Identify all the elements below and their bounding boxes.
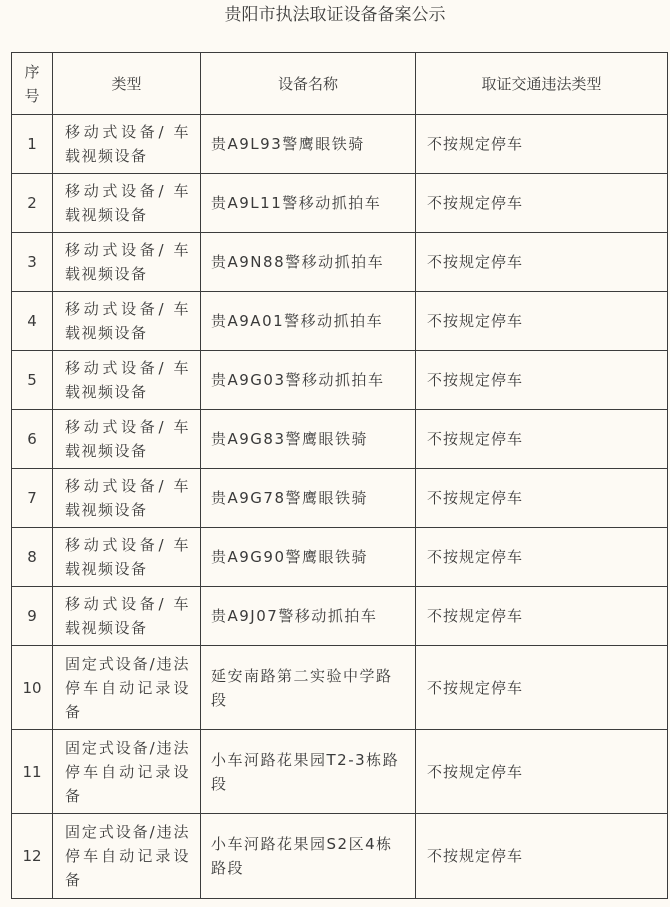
table-row [12,351,668,410]
row-type: 移动式设备/ 车载视频设备 [53,115,201,174]
row-type: 移动式设备/ 车载视频设备 [53,528,201,587]
row-index: 10 [12,646,53,730]
table-row [12,814,668,899]
row-type: 移动式设备/ 车载视频设备 [53,469,201,528]
row-violation-type: 不按规定停车 [416,410,668,469]
row-index: 1 [12,115,53,174]
row-type: 移动式设备/ 车载视频设备 [53,233,201,292]
table-row [12,587,668,646]
row-index: 2 [12,174,53,233]
row-violation-type: 不按规定停车 [416,115,668,174]
row-device-name: 贵A9L11警移动抓拍车 [201,174,416,233]
table-header-row [12,53,668,115]
row-violation-type: 不按规定停车 [416,646,668,730]
row-violation-type: 不按规定停车 [416,233,668,292]
table-row [12,410,668,469]
row-violation-type: 不按规定停车 [416,730,668,814]
row-index: 3 [12,233,53,292]
row-index: 11 [12,730,53,814]
table-row [12,646,668,730]
row-device-name: 贵A9G83警鹰眼铁骑 [201,410,416,469]
row-device-name: 贵A9N88警移动抓拍车 [201,233,416,292]
table-row [12,115,668,174]
header-type: 类型 [53,53,201,115]
table-row [12,292,668,351]
row-device-name: 贵A9G90警鹰眼铁骑 [201,528,416,587]
row-index: 5 [12,351,53,410]
row-device-name: 贵A9J07警移动抓拍车 [201,587,416,646]
header-violation: 取证交通违法类型 [416,53,668,115]
header-name: 设备名称 [201,53,416,115]
row-device-name: 小车河路花果园S2区4栋路段 [201,814,416,899]
row-index: 12 [12,814,53,899]
row-violation-type: 不按规定停车 [416,814,668,899]
page-title: 贵阳市执法取证设备备案公示 [224,5,446,25]
row-type: 移动式设备/ 车载视频设备 [53,410,201,469]
table-row [12,528,668,587]
row-type: 移动式设备/ 车载视频设备 [53,292,201,351]
row-index: 4 [12,292,53,351]
table-row [12,174,668,233]
row-device-name: 贵A9A01警移动抓拍车 [201,292,416,351]
table-row [12,233,668,292]
row-type: 固定式设备/违法停车自动记录设备 [53,646,201,730]
row-index: 9 [12,587,53,646]
row-index: 6 [12,410,53,469]
equipment-table [11,52,668,899]
table-row [12,469,668,528]
row-device-name: 延安南路第二实验中学路段 [201,646,416,730]
row-device-name: 小车河路花果园T2-3栋路段 [201,730,416,814]
row-index: 7 [12,469,53,528]
row-type: 移动式设备/ 车载视频设备 [53,587,201,646]
row-type: 固定式设备/违法停车自动记录设备 [53,730,201,814]
header-index: 序号 [12,53,53,115]
row-violation-type: 不按规定停车 [416,469,668,528]
row-violation-type: 不按规定停车 [416,351,668,410]
row-device-name: 贵A9G03警移动抓拍车 [201,351,416,410]
row-violation-type: 不按规定停车 [416,587,668,646]
table-row [12,730,668,814]
row-type: 移动式设备/ 车载视频设备 [53,351,201,410]
row-device-name: 贵A9L93警鹰眼铁骑 [201,115,416,174]
row-type: 固定式设备/违法停车自动记录设备 [53,814,201,899]
row-type: 移动式设备/ 车载视频设备 [53,174,201,233]
row-violation-type: 不按规定停车 [416,292,668,351]
row-violation-type: 不按规定停车 [416,174,668,233]
row-index: 8 [12,528,53,587]
row-device-name: 贵A9G78警鹰眼铁骑 [201,469,416,528]
row-violation-type: 不按规定停车 [416,528,668,587]
